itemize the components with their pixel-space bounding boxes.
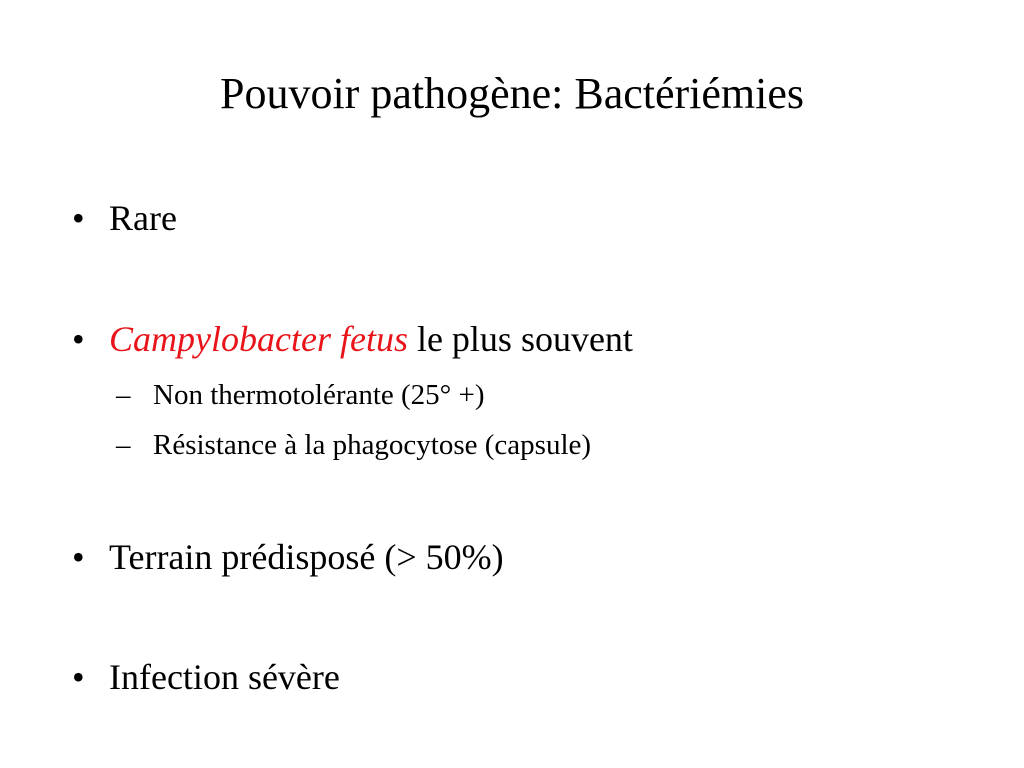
species-name: Campylobacter fetus [109,319,408,359]
slide-title: Pouvoir pathogène: Bactériémies [219,69,805,118]
sub-bullet-marker: – [116,379,131,411]
bullet-text: Terrain prédisposé (> 50%) [109,537,504,577]
bullet-marker: • [72,657,85,697]
sub-bullet-marker: – [116,429,131,461]
bullet-text: Rare [109,198,177,238]
sub-bullet-resistance [116,427,591,463]
bullet-marker: • [72,198,85,238]
sub-bullet-text: Résistance à la phagocytose (capsule) [153,429,592,461]
bullet-text: Infection sévère [109,657,340,697]
bullet-terrain [72,535,504,579]
sub-bullet-thermotolerance [116,377,485,413]
bullet-marker: • [72,319,85,359]
sub-bullet-text: Non thermotolérante (25° +) [153,379,485,411]
bullet-campylobacter [72,317,633,361]
bullet-marker: • [72,537,85,577]
bullet-text: le plus souvent [407,319,633,359]
bullet-rare [72,196,177,240]
bullet-infection [72,655,340,699]
